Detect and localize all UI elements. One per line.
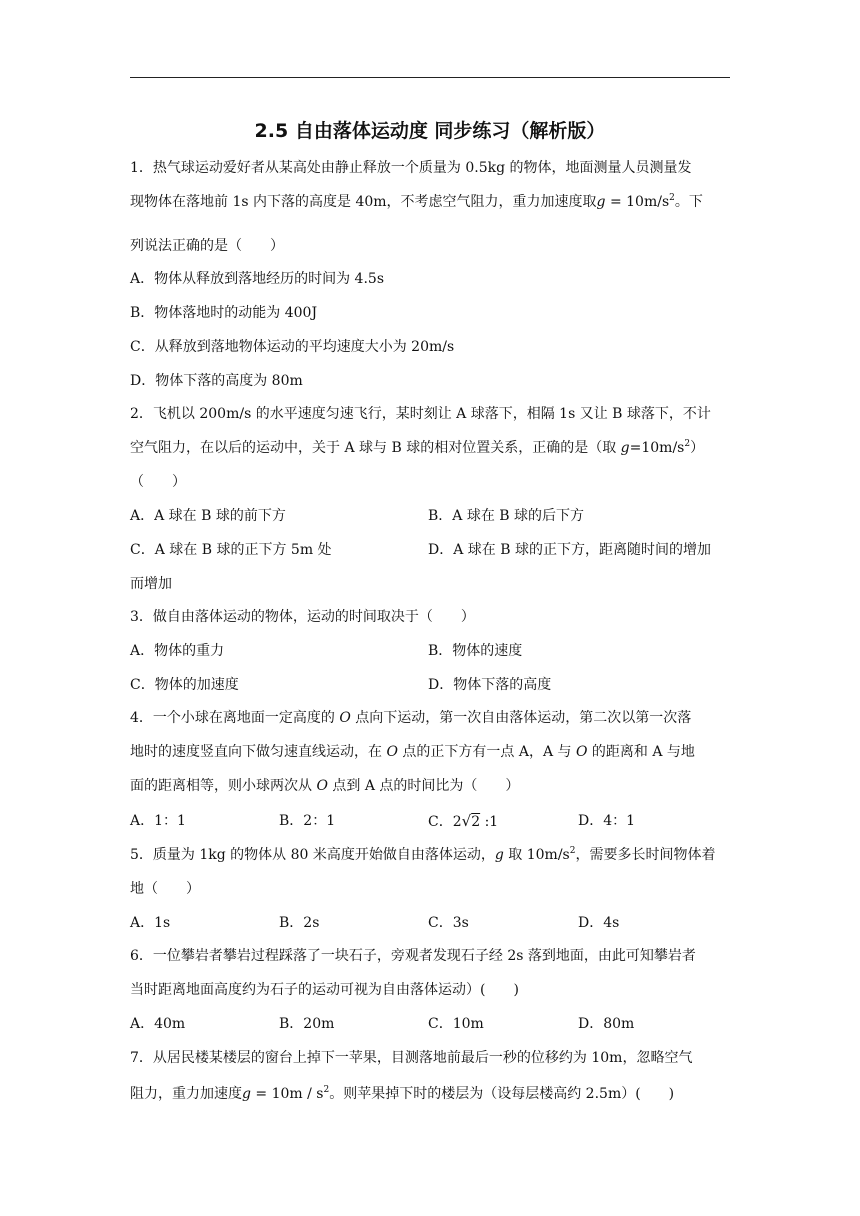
q7-stem-line1: 7．从居民楼某楼层的窗台上掉下一苹果，目测落地前最后一秒的位移约为 10m，忽略空气: [130, 1050, 693, 1066]
q5-stem-line1: 5．质量为 1kg 的物体从 80 米高度开始做自由落体运动，g 取 $10m/s^2$，需要多长时间物体着: [130, 846, 716, 863]
q6-option-c: C．10m: [428, 1016, 484, 1032]
q6-stem-line2: 当时距离地面高度约为石子的运动可视为自由落体运动）( ): [130, 982, 519, 998]
q5-option-b: B．2s: [279, 915, 320, 931]
q5-option-d: D．4s: [578, 915, 620, 931]
q4-option-a: A．1：1: [130, 813, 186, 829]
q4-stem-line2: 地时的速度竖直向下做匀速直线运动，在 O 点的正下方有一点 A，A 与 O 的距离和 A 与地: [130, 744, 695, 760]
q5-option-c: C．3s: [428, 915, 469, 931]
q2-stem-line1: 2．飞机以 200m/s 的水平速度匀速飞行，某时刻让 A 球落下，相隔 1s 又让 B 球落下，不计: [130, 406, 711, 422]
q6-option-a: A．40m: [130, 1016, 186, 1032]
q1-option-c: C．从释放到落地物体运动的平均速度大小为 20m/s: [130, 339, 455, 355]
q6-option-b: B．20m: [279, 1016, 335, 1032]
q1-stem-line2: 现物体在落地前 1s 内下落的高度是 40m，不考虑空气阻力，重力加速度取$g = 10m/s^2$。下: [130, 193, 703, 210]
q4-option-d: D．4：1: [578, 813, 636, 829]
q4-option-c: C．2√2 :1: [428, 812, 499, 830]
q7-stem-line2: 阻力，重力加速度$g = 10m / s^2$。则苹果掉下时的楼层为（设每层楼高约 2.5m）( ): [130, 1085, 675, 1102]
q3-option-b: B．物体的速度: [428, 643, 523, 659]
q2-option-a: A．A 球在 B 球的前下方: [130, 508, 286, 524]
q2-option-d: D．A 球在 B 球的正下方，距离随时间的增加: [428, 542, 711, 558]
q5-stem-line2: 地（ ）: [130, 881, 200, 897]
q1-option-b: B．物体落地时的动能为 400J: [130, 305, 318, 321]
q2-stem-line2: 空气阻力，在以后的运动中，关于 A 球与 B 球的相对位置关系，正确的是（取 $g=10m/s^2$）: [130, 439, 705, 456]
page-title: 2.5 自由落体运动度 同步练习（解析版）: [254, 120, 606, 142]
header-rule: [130, 77, 730, 78]
q4-option-b: B．2：1: [279, 813, 336, 829]
q3-stem: 3．做自由落体运动的物体，运动的时间取决于（ ）: [130, 609, 475, 625]
q2-stem-line3: （ ）: [130, 474, 186, 490]
q2-option-d-continued: 而增加: [130, 576, 172, 592]
q1-option-a: A．物体从释放到落地经历的时间为 4.5s: [130, 271, 385, 287]
q1-stem-line3: 列说法正确的是（ ）: [130, 238, 284, 254]
q5-option-a: A．1s: [130, 915, 171, 931]
q3-option-d: D．物体下落的高度: [428, 677, 552, 693]
q3-option-a: A．物体的重力: [130, 643, 225, 659]
q4-stem-line3: 面的距离相等，则小球两次从 O 点到 A 点的时间比为（ ）: [130, 778, 520, 794]
q2-option-b: B．A 球在 B 球的后下方: [428, 508, 585, 524]
q2-option-c: C．A 球在 B 球的正下方 5m 处: [130, 542, 332, 558]
q6-option-d: D．80m: [578, 1016, 635, 1032]
q1-stem-line1: 1．热气球运动爱好者从某高处由静止释放一个质量为 0.5kg 的物体，地面测量人员测量发: [130, 160, 692, 176]
q4-stem-line1: 4．一个小球在离地面一定高度的 O 点向下运动，第一次自由落体运动，第二次以第一次落: [130, 710, 692, 726]
q6-stem-line1: 6．一位攀岩者攀岩过程踩落了一块石子，旁观者发现石子经 2s 落到地面，由此可知攀岩者: [130, 948, 696, 964]
q1-option-d: D．物体下落的高度为 80m: [130, 373, 303, 389]
q3-option-c: C．物体的加速度: [130, 677, 239, 693]
